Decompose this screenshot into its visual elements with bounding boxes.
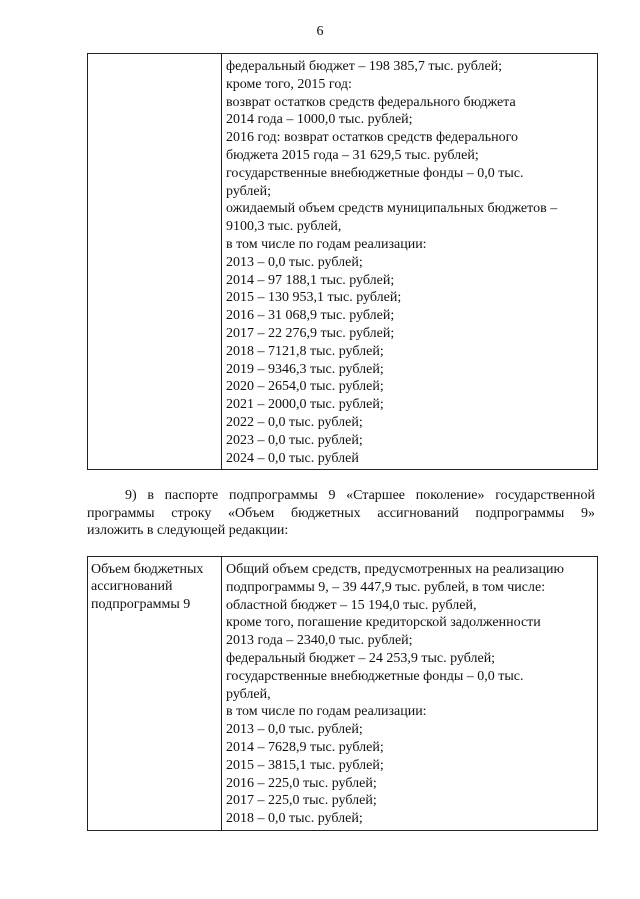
page-number: 6 [316,24,324,39]
paragraph-line: программы строку «Объем бюджетных ассигнований подпрограммы 9» [87,505,595,521]
table-value-line: возврат остатков средств федерального бюджета [226,94,516,110]
table-value-line: 2020 – 2654,0 тыс. рублей; [226,379,384,395]
table-value-line: бюджета 2015 года – 31 629,5 тыс. рублей; [226,147,479,163]
table-value-cell [222,54,598,470]
table-value-lines [222,54,597,469]
table-value-line: кроме того, 2015 год: [226,76,352,92]
table-value-line: 2016 год: возврат остатков средств федерального [226,130,518,146]
table-value-line: 2017 – 22 276,9 тыс. рублей; [226,325,395,341]
table-value-line: в том числе по годам реализации: [226,704,427,720]
table-row [88,54,598,470]
table-value-line: 9100,3 тыс. рублей, [226,219,342,235]
table-label [88,54,221,460]
paragraph-line: 9) в паспорте подпрограммы 9 «Старшее поколение» государственной [125,488,595,503]
table-value-line: 2013 – 0,0 тыс. рублей; [226,254,363,270]
table-value-line: 2022 – 0,0 тыс. рублей; [226,414,363,430]
table-value-line: рублей; [226,183,271,199]
table-value-line: 2023 – 0,0 тыс. рублей; [226,432,363,448]
table-value-line: 2013 года – 2340,0 тыс. рублей; [226,633,413,649]
table-value-line: Общий объем средств, предусмотренных на реализацию [226,562,564,577]
table-value-line: государственные внебюджетные фонды – 0,0 тыс. [226,165,524,181]
budget-table-subprogram-9 [87,556,598,831]
table-label-cell [88,557,222,831]
table-value-line: 2017 – 225,0 тыс. рублей; [226,793,377,809]
table-value-line: 2016 – 225,0 тыс. рублей; [226,775,377,791]
budget-table-continued [87,53,598,470]
table-value-line: областной бюджет – 15 194,0 тыс. рублей, [226,597,477,613]
table-value-line: 2024 – 0,0 тыс. рублей [226,450,359,466]
table-value-line: 2013 – 0,0 тыс. рублей; [226,722,363,738]
table-value-line: в том числе по годам реализации: [226,236,427,252]
table-label: Объем бюджетных ассигнований подпрограммы 9 [91,562,204,612]
table-value-line: 2016 – 31 068,9 тыс. рублей; [226,308,395,324]
table-value-cell [222,557,598,831]
table-value-line: 2019 – 9346,3 тыс. рублей; [226,361,384,377]
table-value-line: государственные внебюджетные фонды – 0,0 тыс. [226,668,524,684]
table-value-line: 2018 – 0,0 тыс. рублей; [226,811,363,827]
table-value-line: 2021 – 2000,0 тыс. рублей; [226,397,384,413]
table-value-line: 2014 – 97 188,1 тыс. рублей; [226,272,395,288]
table-value-line: 2015 – 3815,1 тыс. рублей; [226,757,384,773]
table-value-line: федеральный бюджет – 24 253,9 тыс. рублей; [226,650,496,666]
table-label-cell [88,54,222,470]
table-value-line: 2014 года – 1000,0 тыс. рублей; [226,112,413,128]
table-value-line: подпрограммы 9, – 39 447,9 тыс. рублей, в том числе: [226,579,546,595]
table-value-line: кроме того, погашение кредиторской задолженности [226,615,541,631]
table-value-lines [222,557,597,830]
table-value-line: 2014 – 7628,9 тыс. рублей; [226,739,384,755]
table-value-line: рублей, [226,686,271,702]
amendment-paragraph [87,487,595,540]
table-value-line: 2018 – 7121,8 тыс. рублей; [226,343,384,359]
table-value-line: ожидаемый объем средств муниципальных бюджетов – [226,201,558,217]
table-value-line: федеральный бюджет – 198 385,7 тыс. рублей; [226,59,503,74]
table-value-line: 2015 – 130 953,1 тыс. рублей; [226,290,402,306]
paragraph-line: изложить в следующей редакции: [87,523,289,539]
table-row [88,557,598,831]
